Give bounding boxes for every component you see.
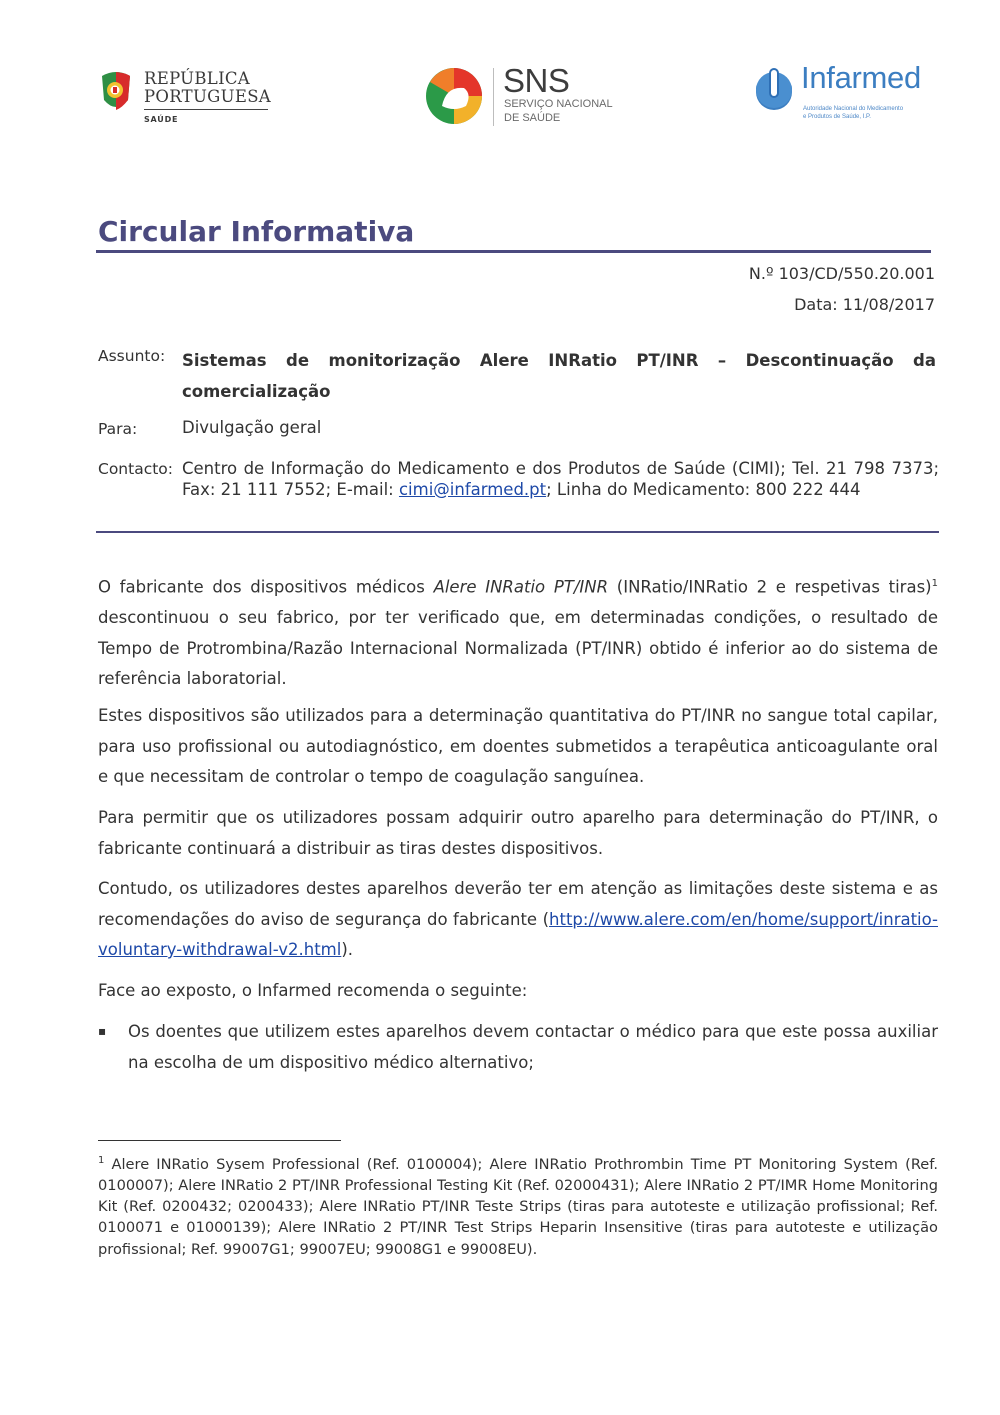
paragraph-5: Face ao exposto, o Infarmed recomenda o seguinte: [98, 981, 528, 1000]
infarmed-logo-icon [752, 66, 796, 112]
bullet-icon: ▪ [98, 1024, 107, 1038]
footnote-divider [98, 1140, 341, 1141]
paragraph-3: Para permitir que os utilizadores possam adquirir outro aparelho para determinação do PT/INR, o fabricante continuará a distribuir as tiras destes dispositivos. [98, 808, 938, 858]
rp-logo-subtitle: SAÚDE [144, 115, 179, 124]
republica-portuguesa-logo [98, 68, 278, 130]
sns-logo [424, 62, 624, 128]
subject-label: Assunto: [98, 347, 166, 365]
contact-email-link[interactable]: cimi@infarmed.pt [398, 479, 547, 499]
republica-portuguesa-emblem-icon [98, 70, 134, 112]
to-label: Para: [98, 420, 138, 438]
paragraph-1: O fabricante dos dispositivos médicos Alere INRatio PT/INR (INRatio/INRatio 2 e respetivas tiras)$^1$ descontinuou o seu fabrico, por ter verificado que, em determinadas condições, o resultado de Tempo de Protrombina/Razão Internacional Normalizada (PT/INR) obtido é inferior ao do sistema de referência laboratorial. [98, 577, 938, 688]
document-number: N.º 103/CD/550.20.001 [748, 264, 935, 283]
paragraph-4: Contudo, os utilizadores destes aparelhos deverão ter em atenção as limitações deste sistema e as recomendações do aviso de segurança do fabricante (http://www.alere.com/en/home/support/inratio-voluntary-withdrawal-v2.html). [98, 879, 938, 959]
sns-logo-subtitle: SERVIÇO NACIONAL DE SAÚDE [504, 98, 613, 124]
paragraph-2: Estes dispositivos são utilizados para a determinação quantitativa do PT/INR no sangue total capilar, para uso profissional ou autodiagnóstico, em doentes submetidos a terapêutica anticoagulante oral e que necessitam de controlar o tempo de coagulação sanguínea. [98, 706, 938, 786]
footnote-ref: 1 [931, 578, 938, 589]
bullet-item-1: Os doentes que utilizem estes aparelhos devem contactar o médico para que este possa auxiliar na escolha de um dispositivo médico alternativo; [128, 1022, 938, 1072]
infarmed-logo-subtitle: Autoridade Nacional do Medicamento e Produtos de Saúde, I.P. [803, 106, 904, 120]
date-value: 11/08/2017 [842, 295, 935, 314]
sns-logo-title: SNS [503, 62, 570, 99]
contact-value: Centro de Informação do Medicamento e dos Produtos de Saúde (CIMI); Tel. 21 798 7373; Fax: 21 111 7552; E-mail: cimi@infarmed.pt; Linha do Medicamento: 800 222 444 [182, 459, 939, 499]
title-divider [96, 250, 931, 253]
sns-logo-divider [493, 68, 494, 126]
infarmed-logo [752, 60, 927, 128]
document-title: Circular Informativa [98, 215, 415, 248]
manufacturer-safety-link[interactable]: http://www.alere.com/en/home/support/inratio-voluntary-withdrawal-v2.html [98, 909, 938, 959]
header-divider [96, 531, 939, 533]
sns-logo-icon [424, 66, 484, 126]
rp-logo-divider [144, 109, 268, 110]
infarmed-logo-title: Infarmed [801, 60, 921, 95]
to-value: Divulgação geral [182, 418, 322, 437]
document-date [794, 295, 935, 314]
footnote: $^1$ Alere INRatio Sysem Professional (Ref. 0100004); Alere INRatio Prothrombin Time PT Monitoring System (Ref. 0100007); Alere INRatio 2 PT/INR Professional Testing Kit (Ref. 02000431); Alere INRatio 2 PT/IMR Home Monitoring Kit (Ref. 0200432; 0200433); Alere INRatio PT/INR Teste Strips (tiras para autoteste e utilização profissional; Ref. 0100071 e 01000139); Alere INRatio 2 PT/INR Test Strips Heparin Insensitive (tiras para autoteste e utilização profissional; Ref. 99007G1; 99007EU; 99008G1 e 99008EU). [98, 1155, 938, 1258]
contact-label: Contacto: [98, 460, 174, 478]
date-label: Data: [794, 295, 838, 314]
subject-value: Sistemas de monitorização Alere INRatio PT/INR – Descontinuação da comercialização [182, 351, 936, 401]
rp-logo-text: REPÚBLICA PORTUGUESA [144, 69, 272, 106]
